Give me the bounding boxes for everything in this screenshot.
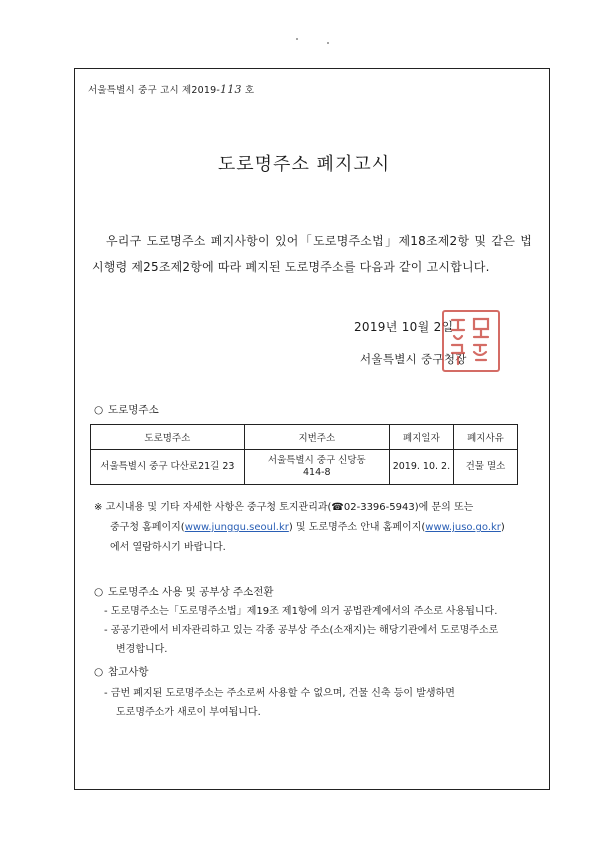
note-mark-icon: ※ (94, 502, 103, 513)
table-header-cell: 도로명주소 (91, 425, 245, 450)
section-heading-text: 도로명주소 (108, 404, 159, 416)
note-text: 고시내용 및 기타 자세한 사항은 중구청 토지관리과(☎02-3396-5943)에 문의 또는 (105, 502, 474, 513)
reference-note (94, 498, 534, 558)
circle-bullet-icon: ○ (94, 666, 104, 678)
scan-speck (296, 38, 298, 40)
table-cell-reason: 건물 멸소 (453, 450, 517, 485)
list-item: - 금번 폐지된 도로명주소는 주소로써 사용할 수 없으며, 건물 신축 등이 발생하면 (104, 688, 455, 699)
address-table (90, 424, 518, 485)
section-reference-body (104, 684, 534, 722)
list-item-continuation: 도로명주소가 새로이 부여됩니다. (116, 707, 261, 718)
note-line (94, 518, 534, 538)
table-header-cell: 폐지사유 (453, 425, 517, 450)
notice-body-text: 우리구 도로명주소 폐지사항이 있어「도로명주소법」제18조제2항 및 같은 법 시행령 제25조제2항에 따라 폐지된 도로명주소를 다음과 같이 고시합니다. (92, 234, 532, 274)
table-cell-lot-address (244, 450, 389, 485)
section-address-heading (94, 402, 159, 417)
note-text: ) (500, 522, 505, 533)
section-usage-heading (94, 584, 274, 599)
note-text: ) 및 도로명주소 안내 홈페이지( (288, 522, 426, 533)
table-cell-road-address: 서울특별시 중구 다산로21길 23 (91, 450, 245, 485)
list-item: - 도로명주소는「도로명주소법」제19조 제1항에 의거 공법관계에서의 주소로 사용됩니다. (104, 606, 498, 617)
link-juso[interactable]: www.juso.go.kr (425, 522, 501, 533)
document-title: 도로명주소 폐지고시 (217, 154, 391, 175)
section-heading-text: 참고사항 (108, 666, 149, 678)
table-header-cell: 지번주소 (244, 425, 389, 450)
circle-bullet-icon: ○ (94, 586, 104, 598)
notice-number-handwritten: 113 (220, 83, 242, 96)
list-item-continuation: 변경합니다. (116, 644, 168, 655)
section-reference-heading (94, 664, 149, 679)
table-cell-date: 2019. 10. 2. (389, 450, 453, 485)
issuer-name: 서울특별시 중구청장 (360, 352, 467, 366)
official-seal-icon (442, 310, 500, 372)
table-header-row (91, 425, 518, 450)
notice-number-prefix: 서울특별시 중구 고시 제2019- (88, 85, 221, 96)
issue-date: 2019년 10월 2일 (354, 320, 454, 334)
notice-number-suffix: 호 (241, 85, 255, 96)
section-heading-text: 도로명주소 사용 및 공부상 주소전환 (108, 586, 274, 598)
table-row (91, 450, 518, 485)
note-line (94, 498, 534, 518)
note-line: 에서 열람하시기 바랍니다. (110, 542, 226, 553)
list-item: - 공공기관에서 비자관리하고 있는 각종 공부상 주소(소재지)는 해당기관에서 도로명주소로 (104, 625, 499, 636)
lot-address-line: 414-8 (303, 467, 331, 478)
notice-body (92, 228, 532, 280)
circle-bullet-icon: ○ (94, 404, 104, 416)
scan-speck (327, 42, 329, 44)
lot-address-line: 서울특별시 중구 신당동 (267, 455, 366, 466)
table-header-cell: 폐지일자 (389, 425, 453, 450)
note-text: 중구청 홈페이지( (110, 522, 185, 533)
section-usage-body (104, 602, 534, 659)
notice-number (88, 82, 254, 96)
link-junggu[interactable]: www.junggu.seoul.kr (184, 522, 289, 533)
